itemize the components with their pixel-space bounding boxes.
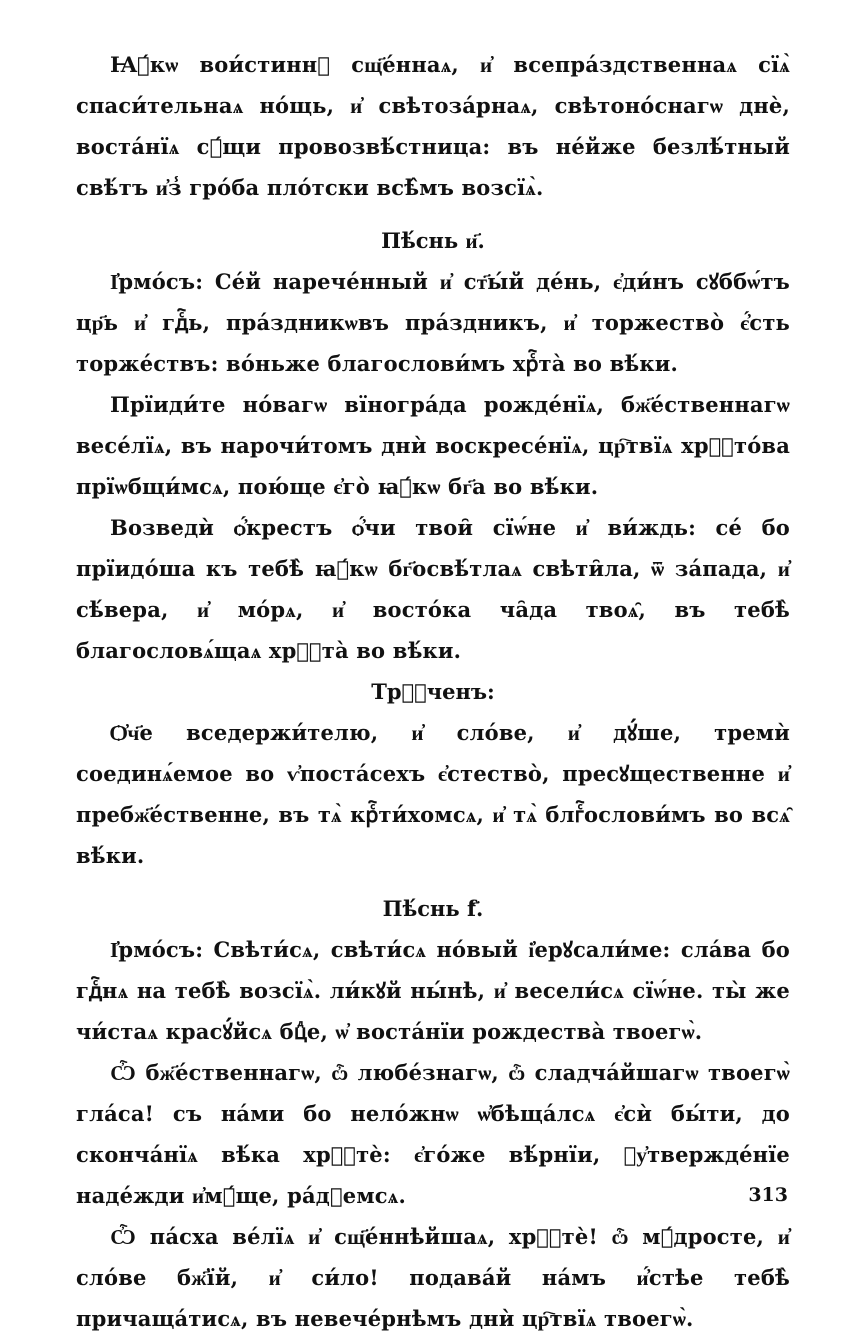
- page-number: 313: [748, 1184, 788, 1206]
- paragraph-troparion-9-2: Ѽ па́сха ве́лїѧ и҆ сщ҃е́ннѣйшаѧ, хрⷭ҇тѐ! ѽ мꙋ́дросте, и҆ сло́ве бж҃їй, и҆ си́ло! подава́й на́мъ и҆́стѣе тебѣ̀ причаща́тисѧ, въ невече́рнѣмъ днѝ цр҇твїѧ твоегѡ̀.: [76, 1224, 790, 1331]
- page-text: [76, 44, 790, 1339]
- paragraph-troparion-9-1: Ѽ бж҃е́ственнагѡ, ѽ любе́знагѡ, ѽ сладча́йшагѡ твоегѡ̀ гла́са! съ на́ми бо нело́жнѡ ѡ҆бѣща́лсѧ є҆сѝ бы́ти, до сконча́нїѧ вѣ́ка хрⷭ҇тѐ: є҆го́же вѣ́рнїи, ᲂу҆твержде́нїе наде́жди и҆мꙋ́ще, ра́дꙋемсѧ.: [76, 1060, 790, 1208]
- heading-song-8: Пѣ́снь и҃.: [381, 228, 485, 253]
- paragraph-intro: Ꙗ҆́кѡ вои́стиннꙋ сщ҃е́ннаѧ, и҆ всепра́здственнаѧ сїѧ̀ спаси́тельнаѧ но́щь, и҆ свѣтоза́рнаѧ, свѣтоно́снагѡ днѐ, воста́нїѧ сꙋ́щи провозвѣ́стница: въ не́йже безлѣ́тный свѣ́тъ и҆з̾ гро́ба пло́тски всѣ̂мъ возсїѧ̀.: [76, 52, 790, 200]
- paragraph-irmos-9: І҆рмо́съ: Свѣти́сѧ, свѣти́сѧ но́вый і҆ерꙋсали́ме: сла́ва бо гдⷭ҇нѧ на тебѣ̀ возсїѧ̀. ли́кꙋй ны́нѣ, и҆ весели́сѧ сїѡ́не. ты̀ же чи́стаѧ красꙋ́йсѧ бцⷣе, ѡ҆ воста́нїи рождества̀ твоегѡ̀.: [76, 937, 790, 1044]
- paragraph-troparion-8-2: Возведѝ ѻ҆́крестъ ѻ҆́чи твои̑ сїѡ́не и҆ ви́ждь: се́ бо прїидо́ша къ тебѣ̀ ꙗ҆́кѡ бг҃освѣ́тлаѧ свѣти̑ла, ѿ за́пада, и҆ сѣ́вера, и҆ мо́рѧ, и҆ восто́ка ча̑да твоѧ̑, въ тебѣ̀ благословѧ́щаѧ хрⷭ҇та̀ во вѣ́ки.: [76, 515, 790, 663]
- paragraph-trinity: Ѻ҆ч҃е вседержи́телю, и҆ сло́ве, и҆ дꙋ́ше, тремѝ соединѧ́емое во ѵ҆поста́сехъ є҆стество̀, пресꙋщественне и҆ пребж҃е́ственне, въ тѧ̀ крⷭ҇ти́хомсѧ, и҆ тѧ̀ блгⷭ҇ослови́мъ во всѧ̑ вѣ́ки.: [76, 720, 790, 868]
- paragraph-troparion-8-1: Прїиди́те но́вагѡ вїногра́да рожде́нїѧ, бж҃е́ственнагѡ весе́лїѧ, въ нарочи́томъ днѝ воскресе́нїѧ, цр҇твїѧ хрⷭ҇то́ва прїѡбщи́мсѧ, пою́ще є҆го̀ ꙗ҆́кѡ бг҃а во вѣ́ки.: [76, 392, 790, 499]
- heading-song-9: Пѣ́снь f҃.: [382, 896, 484, 921]
- paragraph-irmos-8: І҆рмо́съ: Се́й нарече́нный и҆ ст҃ы́й де́нь, є҆ди́нъ сꙋббѡ́тъ цр҃ь и҆ гдⷭ҇ь, пра́здникѡвъ пра́здникъ, и҆ торжество̀ є҆́сть торже́ствъ: во́ньже благослови́мъ хрⷭ҇та̀ во вѣ́ки.: [76, 269, 790, 376]
- heading-trinity: Трⷪ҇ченъ:: [371, 679, 495, 704]
